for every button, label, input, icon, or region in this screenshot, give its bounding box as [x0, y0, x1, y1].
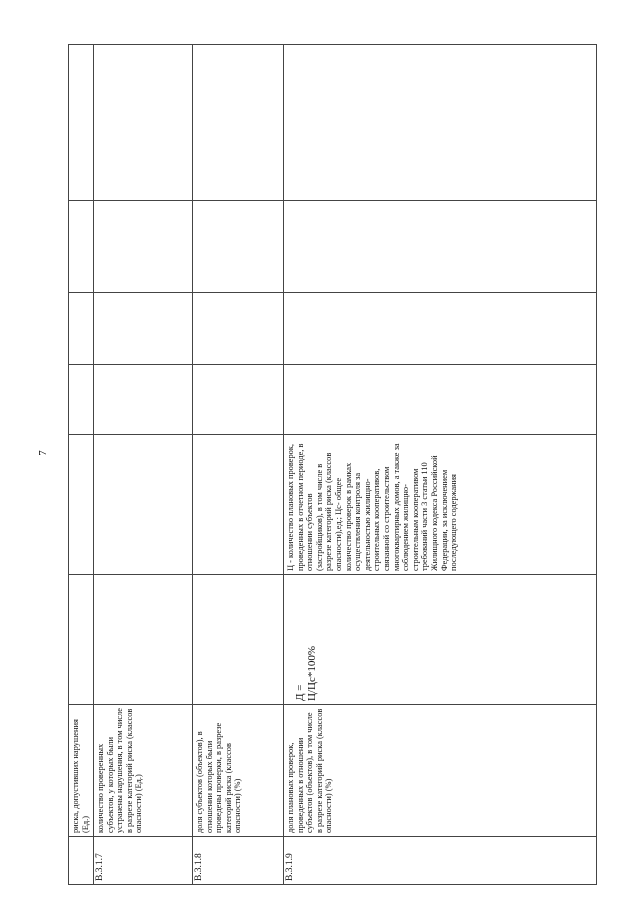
empty-cell: [284, 45, 597, 201]
table-row: [69, 45, 94, 885]
code-cell: В.3.1.9: [284, 837, 597, 885]
empty-cell: [193, 293, 284, 365]
table-row: [284, 45, 597, 885]
name-cell: доля плановых проверок, проведенных в отношении субъектов (объектов), в том числе в разрезе категорий риска (классов опасности) (%): [284, 705, 597, 837]
formula-cell: [94, 575, 193, 705]
empty-cell: [284, 293, 597, 365]
formula-cell: [284, 575, 597, 705]
rotated-table-wrapper: [68, 45, 588, 885]
comment-cell: [94, 435, 193, 575]
empty-cell: [94, 293, 193, 365]
formula-cell: [193, 575, 284, 705]
name-cell: доля субъектов (объектов), в отношении которых были проведены проверки, в разрезе категорий риска (классов опасности) (%): [193, 705, 284, 837]
formula-bottom: Ц/Цс*100%: [306, 646, 318, 701]
formula-top: Д =: [294, 684, 306, 701]
code-cell: В.3.1.8: [193, 837, 284, 885]
indicators-table: [68, 44, 597, 885]
empty-cell: [69, 293, 94, 365]
name-cell: риска, допустивших нарушения (Ед.): [69, 705, 94, 837]
name-cell: количество проверенных субъектов, у которых были устранены нарушения, в том числе в разрезе категорий риска (классов опасности) (Ед.): [94, 705, 193, 837]
code-cell: В.3.1.7: [94, 837, 193, 885]
page-number: 7: [37, 450, 49, 456]
empty-cell: [284, 365, 597, 435]
empty-cell: [94, 201, 193, 293]
comment-cell: [69, 435, 94, 575]
empty-cell: [94, 45, 193, 201]
empty-cell: [193, 201, 284, 293]
formula-cell: [69, 575, 94, 705]
empty-cell: [94, 365, 193, 435]
table-row: [193, 45, 284, 885]
empty-cell: [284, 201, 597, 293]
empty-cell: [193, 45, 284, 201]
empty-cell: [69, 201, 94, 293]
table-row: [94, 45, 193, 885]
empty-cell: [193, 365, 284, 435]
comment-cell: Ц - количество плановых проверок, проведенных в отчетном периоде, в отношении субъектов (застройщиков), в том числе в разрезе категорий риска (классов опасности),ед.; Цс- общее количество проверок в рамках осуществления контроля за деятельностью жилищно-строительных кооперативов, связанной со строительством многоквартирных домов, а также за соблюдением жилищно-строительным кооперативом требований части 3 статьи 110 Жилищного кодекса Российской Федерации, за исключением последующего содержания: [284, 435, 597, 575]
empty-cell: [69, 45, 94, 201]
empty-cell: [69, 365, 94, 435]
comment-cell: [193, 435, 284, 575]
code-cell: [69, 837, 94, 885]
